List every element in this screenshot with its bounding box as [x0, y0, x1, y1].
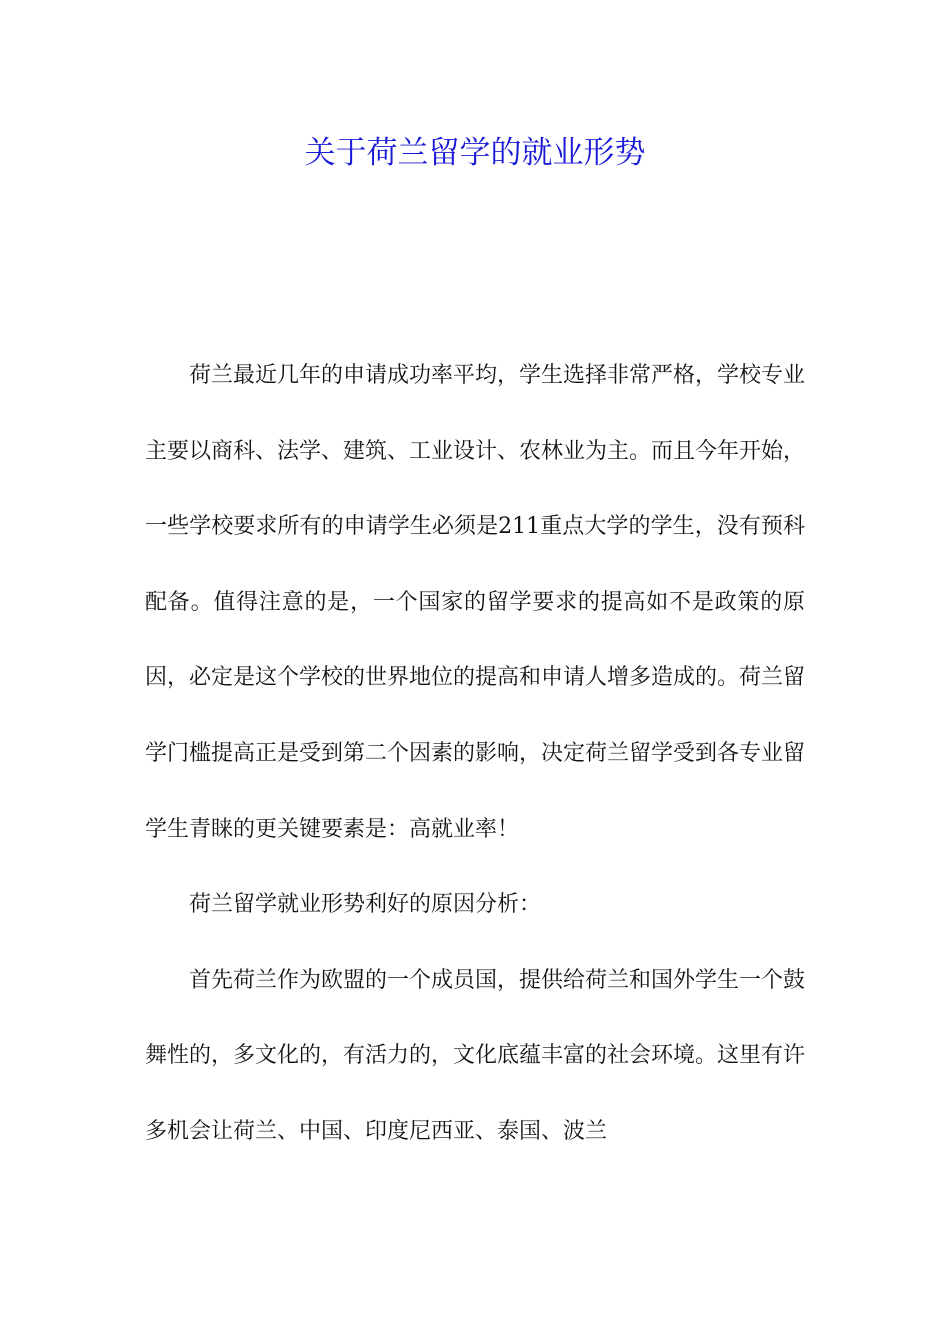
paragraph-first-reason: 首先荷兰作为欧盟的一个成员国，提供给荷兰和国外学生一个鼓舞性的，多文化的，有活力的，文化底蕴丰富的社会环境。这里有许多机会让荷兰、中国、印度尼西亚、泰国、波兰 [145, 967, 806, 1144]
document-body [145, 338, 805, 1170]
paragraph-analysis-heading: 荷兰留学就业形势利好的原因分析： [189, 892, 542, 918]
paragraph-intro: 荷兰最近几年的申请成功率平均，学生选择非常严格，学校专业主要以商科、法学、建筑、工业设计、农林业为主。而且今年开始，一些学校要求所有的申请学生必须是211重点大学的学生，没有预科配备。值得注意的是，一个国家的留学要求的提高如不是政策的原因，必定是这个学校的世界地位的提高和申请人增多造成的。荷兰留学门槛提高正是受到第二个因素的影响，决定荷兰留学受到各专业留学生青睐的更关键要素是：高就业率！ [145, 363, 806, 842]
document-title: 关于荷兰留学的就业形势 [304, 135, 646, 171]
